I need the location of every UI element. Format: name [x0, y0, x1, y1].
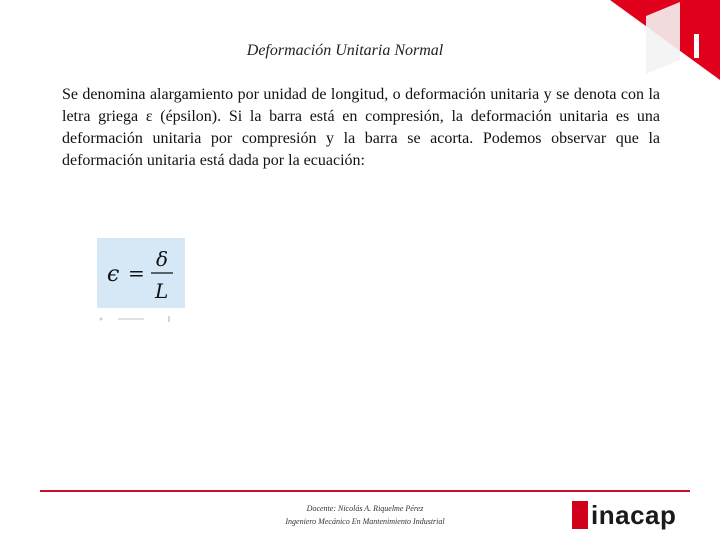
corner-decoration — [610, 0, 720, 80]
slide-title: Deformación Unitaria Normal — [246, 42, 444, 59]
equation-epsilon: ϵ — [107, 262, 120, 287]
equation-equals: = — [128, 261, 145, 285]
cropped-caption-remnant — [98, 314, 198, 324]
strain-equation — [97, 238, 185, 308]
footer-role: Ingeniero Mecánico En Mantenimiento Industrial — [285, 517, 445, 526]
footer-divider — [40, 490, 690, 492]
logo-mark — [572, 501, 588, 529]
logo-text: inacap — [591, 500, 677, 530]
inacap-logo — [572, 498, 676, 532]
footer-author: Docente: Nicolás A. Riquelme Pérez — [306, 504, 424, 513]
equation-denominator: L — [155, 279, 169, 303]
footer-credits — [210, 502, 520, 528]
equation-numerator: δ — [156, 247, 169, 271]
body-paragraph: Se denomina alargamiento por unidad de longitud, o deformación unitaria y se denota con la letra griega ε (épsilon). Si la barra está en compresión, la deformación unitaria es una deformación unitaria por compresión y la barra se acorta. Podemos observar que la deformación unitaria está dada por la ecuación: — [62, 86, 660, 169]
equation-box — [97, 238, 185, 308]
